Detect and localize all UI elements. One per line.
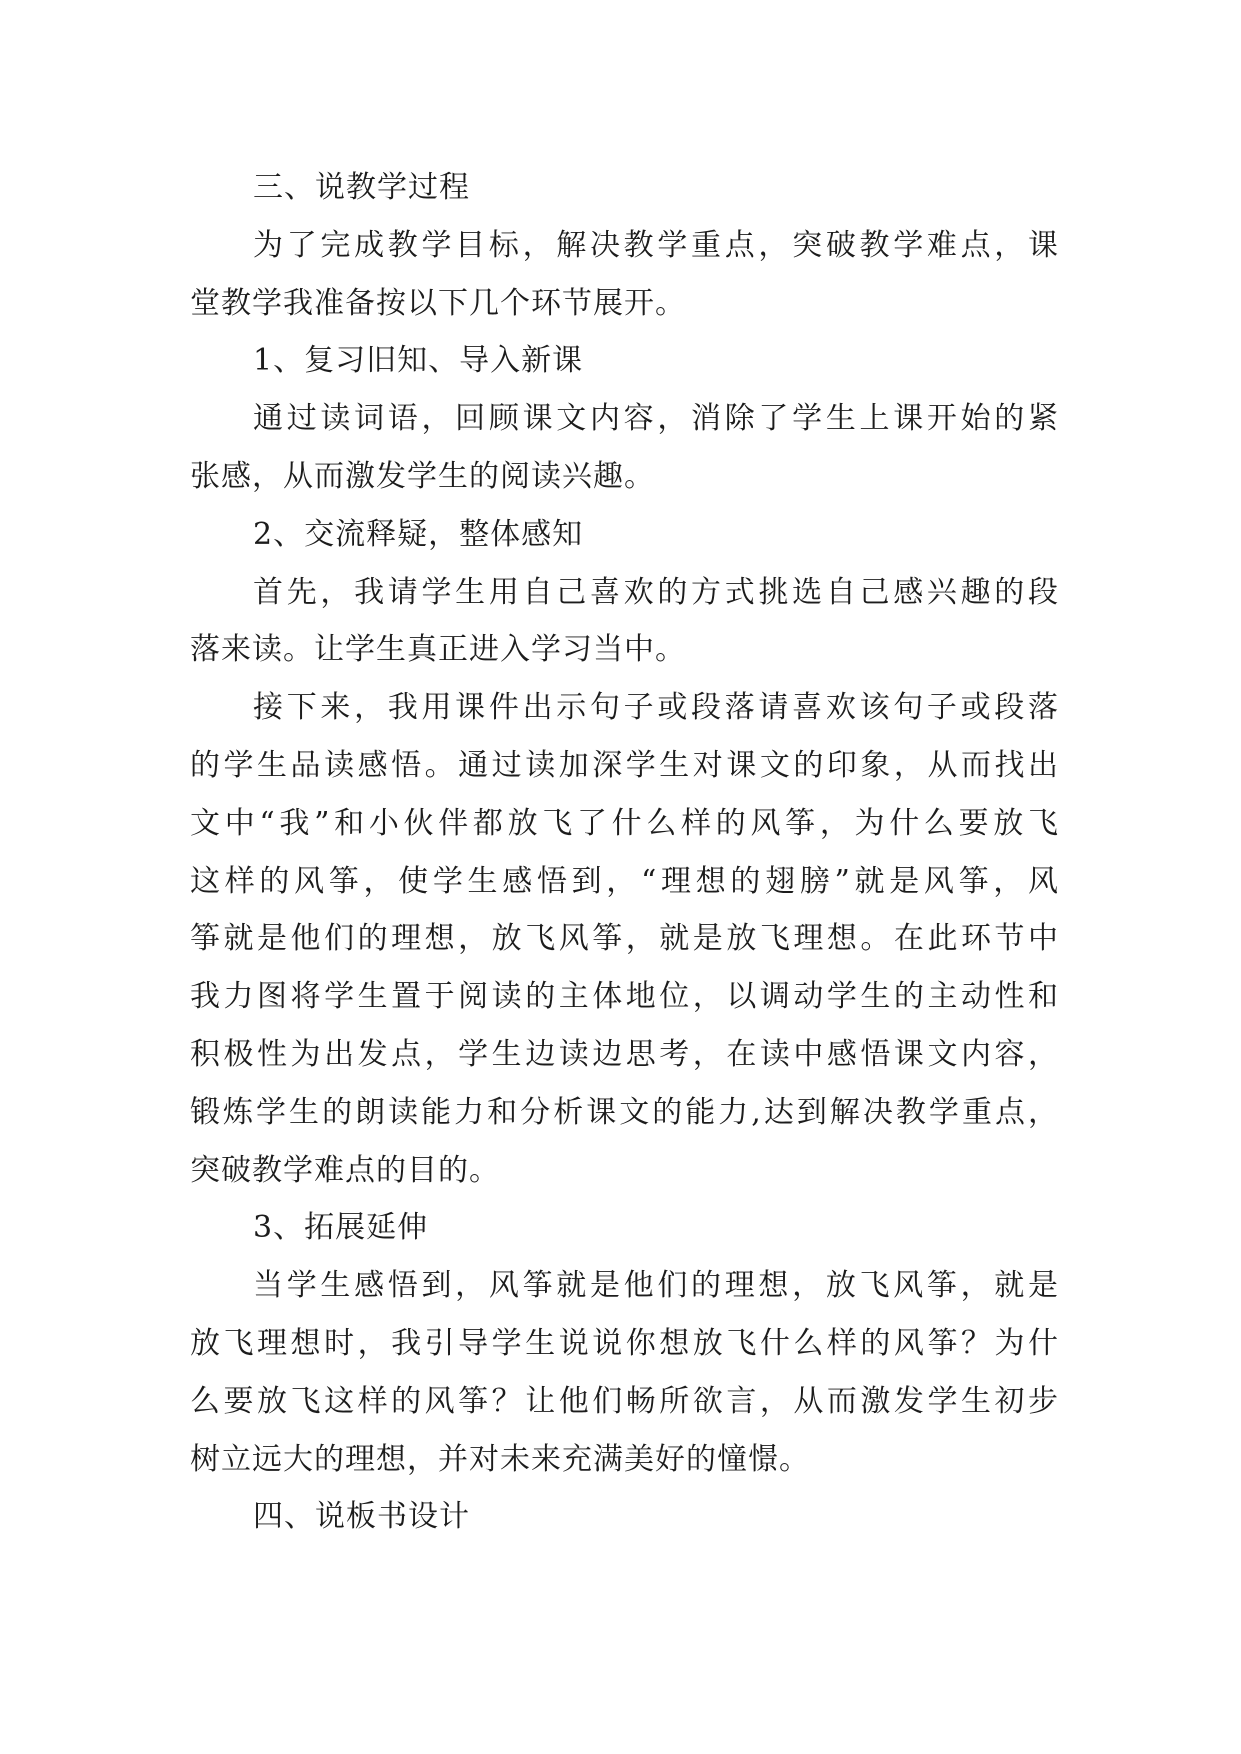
text-line: 突破教学难点的目的。 (190, 1152, 500, 1188)
text-line: 的学生品读感悟。通过读加深学生对课文的印象，从而找出 (190, 747, 1058, 783)
section-heading (190, 1488, 1058, 1546)
text-line: 1、复习旧知、导入新课 (253, 343, 584, 379)
text-line: 这样的风筝，使学生感悟到，“理想的翅膀”就是风筝，风 (190, 863, 1058, 899)
section-heading (190, 159, 1058, 217)
paragraph (190, 564, 1058, 680)
text-line: 接下来，我用课件出示句子或段落请喜欢该句子或段落 (253, 690, 1058, 726)
text-line: 堂教学我准备按以下几个环节展开。 (190, 285, 686, 321)
text-line: 积极性为出发点，学生边读边思考，在读中感悟课文内容， (190, 1036, 1058, 1072)
paragraph (190, 217, 1058, 333)
section-heading (190, 506, 1058, 564)
text-line: 放飞理想时，我引导学生说说你想放飞什么样的风筝？为什 (190, 1325, 1058, 1361)
text-line: 我力图将学生置于阅读的主体地位，以调动学生的主动性和 (190, 979, 1058, 1015)
paragraph (190, 679, 1058, 1199)
paragraph (190, 390, 1058, 506)
text-line: 文中“我”和小伙伴都放飞了什么样的风筝，为什么要放飞 (190, 805, 1058, 841)
text-line: 落来读。让学生真正进入学习当中。 (190, 632, 686, 668)
document-body (190, 159, 1058, 1546)
text-line: 四、说板书设计 (253, 1499, 470, 1535)
text-line: 张感，从而激发学生的阅读兴趣。 (190, 458, 655, 494)
text-line: 当学生感悟到，风筝就是他们的理想，放飞风筝，就是 (253, 1268, 1058, 1304)
text-line: 2、交流释疑，整体感知 (253, 516, 584, 552)
section-heading (190, 1199, 1058, 1257)
section-heading (190, 332, 1058, 390)
text-line: 通过读词语，回顾课文内容，消除了学生上课开始的紧 (253, 401, 1058, 437)
text-line: 首先，我请学生用自己喜欢的方式挑选自己感兴趣的段 (253, 574, 1058, 610)
text-line: 3、拓展延伸 (253, 1210, 429, 1246)
text-line: 锻炼学生的朗读能力和分析课文的能力,达到解决教学重点， (190, 1094, 1058, 1130)
text-line: 为了完成教学目标，解决教学重点，突破教学难点，课 (253, 227, 1058, 263)
text-line: 树立远大的理想，并对未来充满美好的憧憬。 (190, 1441, 810, 1477)
text-line: 筝就是他们的理想，放飞风筝，就是放飞理想。在此环节中 (190, 921, 1058, 957)
text-line: 三、说教学过程 (253, 170, 470, 205)
text-line: 么要放飞这样的风筝？让他们畅所欲言，从而激发学生初步 (190, 1383, 1058, 1419)
paragraph (190, 1257, 1058, 1488)
